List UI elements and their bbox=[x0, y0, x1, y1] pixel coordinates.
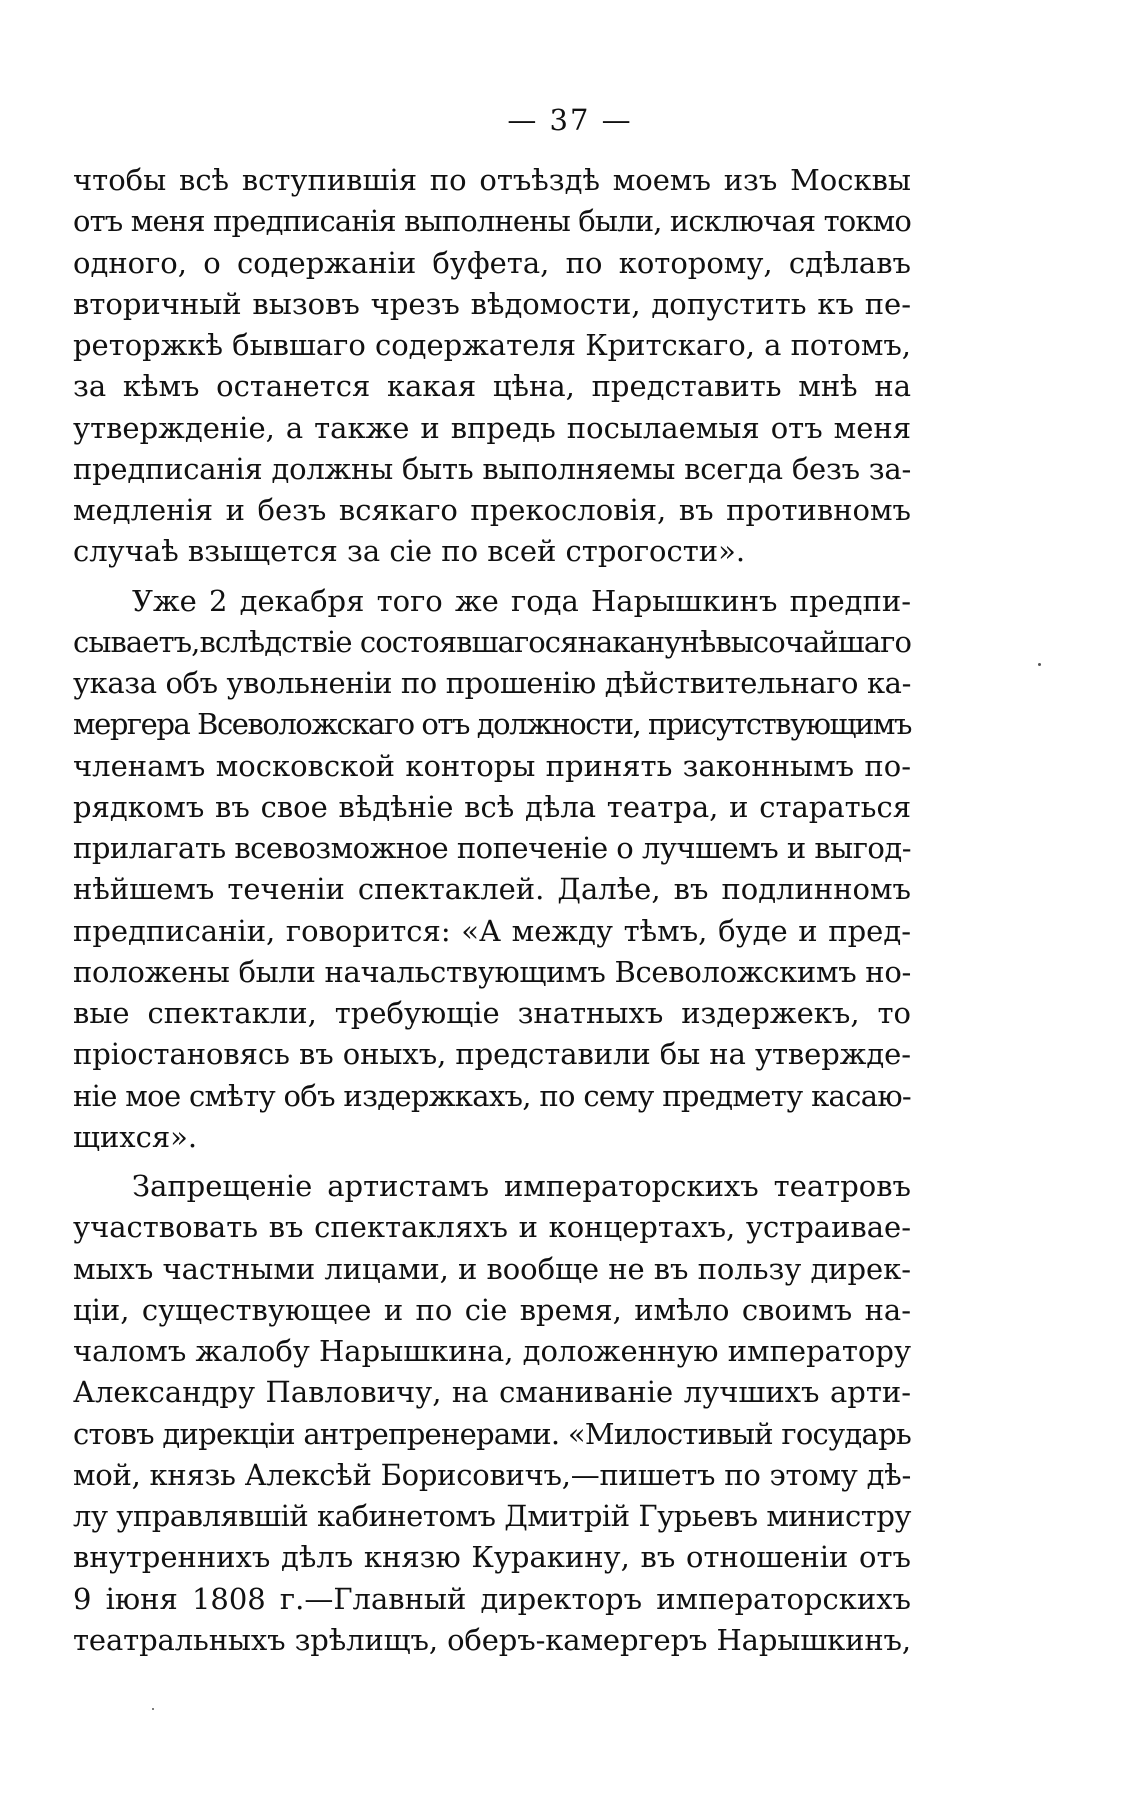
text-line: сываетъ,вслѣдствіе состоявшагосянаканунѣвысочайшаго bbox=[73, 624, 911, 659]
text-line: Запрещеніе артистамъ императорскихъ театровъ bbox=[132, 1169, 911, 1203]
text-line: предписаніи, говорится: «А между тѣмъ, буде и пред- bbox=[73, 913, 911, 948]
paragraph bbox=[73, 581, 911, 1159]
print-speck bbox=[1038, 663, 1041, 666]
text-line: мой, князь Алексѣй Борисовичъ,—пишетъ по этому дѣ- bbox=[73, 1457, 911, 1492]
text-line: внутреннихъ дѣлъ князю Куракину, въ отношеніи отъ bbox=[73, 1540, 911, 1575]
text-line: реторжкѣ бывшаго содержателя Критскаго, а потомъ, bbox=[73, 328, 912, 362]
text-line: указа объ увольненіи по прошенію дѣйствительнаго ка- bbox=[73, 666, 911, 700]
body-text bbox=[73, 160, 911, 1661]
text-line: положены были начальствующимъ Всеволожскимъ но- bbox=[73, 954, 911, 989]
text-line: за кѣмъ останется какая цѣна, представить мнѣ на bbox=[73, 369, 911, 404]
text-line: вторичный вызовъ чрезъ вѣдомости, допустить къ пе- bbox=[73, 286, 911, 321]
text-line: мыхъ частными лицами, и вообще не въ пользу дирек- bbox=[73, 1251, 912, 1286]
paragraph bbox=[73, 160, 911, 573]
text-line: отъ меня предписанія выполнены были, исключая токмо bbox=[73, 204, 911, 239]
text-line: ціи, существующее и по сіе время, имѣло своимъ на- bbox=[73, 1292, 911, 1327]
paragraph bbox=[73, 1166, 911, 1661]
text-line: стовъ дирекціи антрепренерами. «Милостивый государь bbox=[73, 1416, 912, 1451]
text-line: Уже 2 декабря того же года Нарышкинъ предпи- bbox=[132, 583, 911, 618]
text-line: предписанія должны быть выполняемы всегда безъ за- bbox=[73, 451, 912, 486]
text-line: одного, о содержаніи буфета, по которому, сдѣлавъ bbox=[73, 245, 911, 280]
text-line: медленія и безъ всякаго прекословія, въ противномъ bbox=[73, 493, 911, 527]
text-line: случаѣ взыщется за сіе по всей строгости». bbox=[73, 534, 746, 569]
text-line: щихся». bbox=[73, 1119, 198, 1154]
page-number: — 37 — bbox=[507, 103, 633, 137]
text-line: чаломъ жалобу Нарышкина, доложенную императору bbox=[73, 1334, 911, 1368]
text-line: театральныхъ зрѣлищъ, оберъ-камергеръ Нарышкинъ, bbox=[73, 1622, 911, 1657]
text-line: ніе мое смѣту объ издержкахъ, по сему предмету касаю- bbox=[73, 1078, 912, 1113]
text-line: вые спектакли, требующіе знатныхъ издержекъ, то bbox=[73, 996, 911, 1030]
text-line: нѣйшемъ теченіи спектаклей. Далѣе, въ подлинномъ bbox=[73, 872, 911, 907]
text-line: утвержденіе, а также и впредь посылаемыя отъ меня bbox=[73, 410, 911, 445]
text-line: рядкомъ въ свое вѣдѣніе всѣ дѣла театра, и стараться bbox=[73, 789, 911, 824]
paragraph-gap bbox=[73, 573, 911, 581]
text-line: пріостановясь въ оныхъ, представили бы на утвержде- bbox=[73, 1037, 912, 1072]
text-line: чтобы всѣ вступившія по отъѣздѣ моемъ изъ Москвы bbox=[73, 163, 911, 197]
print-speck bbox=[152, 1708, 154, 1710]
text-line: мергера Всеволожскаго отъ должности, присутствующимъ bbox=[73, 707, 912, 742]
text-line: 9 іюня 1808 г.—Главный директоръ императорскихъ bbox=[73, 1581, 911, 1616]
paragraph-gap bbox=[73, 1158, 911, 1166]
text-line: лу управлявшій кабинетомъ Дмитрій Гурьевъ министру bbox=[73, 1499, 911, 1533]
text-line: участвовать въ спектакляхъ и концертахъ, устраивае- bbox=[73, 1210, 911, 1245]
text-line: членамъ московской конторы принять законнымъ по- bbox=[73, 748, 911, 783]
text-line: Александру Павловичу, на сманиваніе лучшихъ арти- bbox=[73, 1375, 911, 1410]
text-line: прилагать всевозможное попеченіе о лучшемъ и выгод- bbox=[73, 831, 911, 865]
